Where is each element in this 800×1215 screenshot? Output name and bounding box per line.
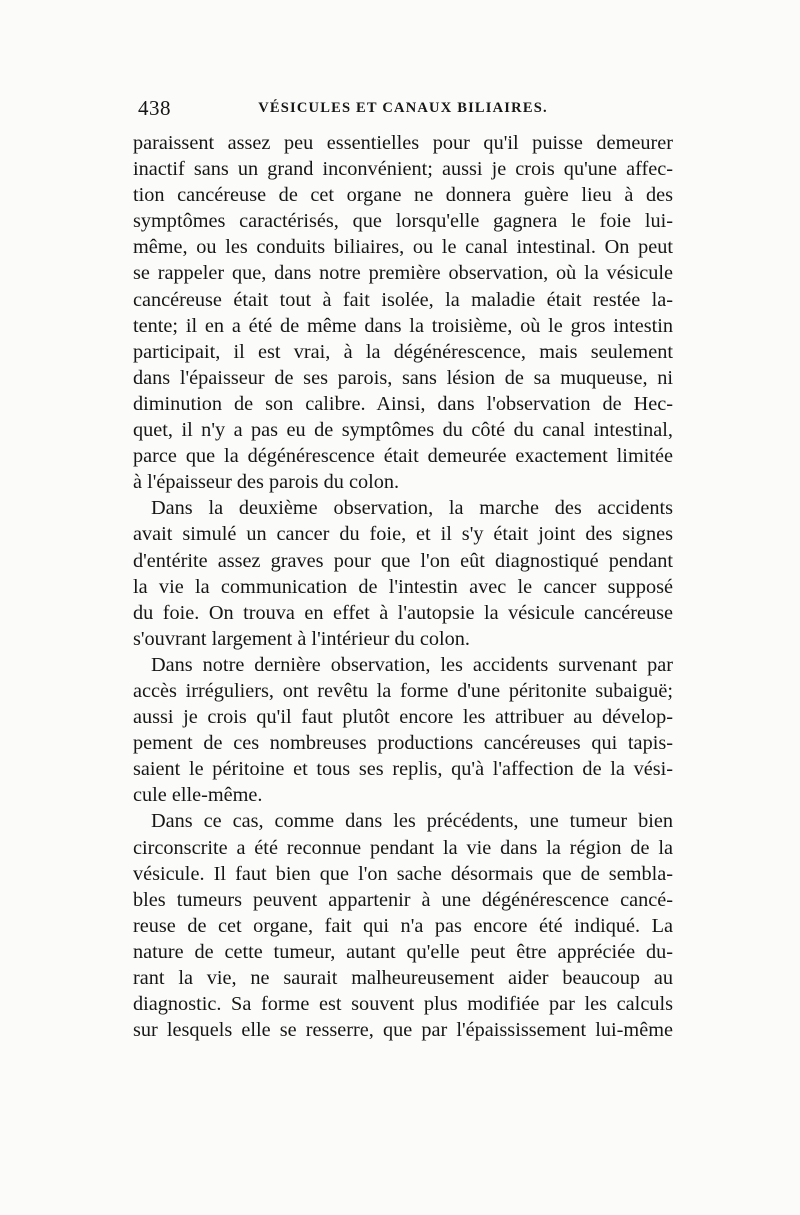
text-line: même, ou les conduits biliaires, ou le canal intestinal. On peut (133, 236, 673, 259)
page-header (138, 96, 668, 124)
text-line: d'entérite assez graves pour que l'on eût diagnostiqué pendant (133, 549, 673, 572)
text-line: quet, il n'y a pas eu de symptômes du côté du canal intestinal, (133, 419, 673, 442)
text-line: la vie la communication de l'intestin avec le cancer supposé (133, 575, 673, 598)
text-line: tente; il en a été de même dans la troisième, où le gros intestin (133, 314, 673, 337)
text-line: s'ouvrant largement à l'intérieur du colon. (133, 627, 470, 650)
text-line: saient le péritoine et tous ses replis, qu'à l'affection de la vési- (133, 758, 673, 781)
text-line: reuse de cet organe, fait qui n'a pas encore été indiqué. La (133, 914, 673, 937)
text-line: Dans notre dernière observation, les accidents survenant par (151, 653, 673, 676)
text-line: Dans la deuxième observation, la marche des accidents (151, 497, 673, 520)
page-number: 438 (138, 96, 171, 120)
body-text (133, 130, 673, 1043)
text-line: dans l'épaisseur de ses parois, sans lésion de sa muqueuse, ni (133, 366, 673, 389)
text-line: tion cancéreuse de cet organe ne donnera guère lieu à des (133, 184, 673, 207)
text-line: du foie. On trouva en effet à l'autopsie la vésicule cancéreuse (133, 601, 673, 624)
text-line: à l'épaisseur des parois du colon. (133, 471, 400, 494)
text-line: aussi je crois qu'il faut plutôt encore les attribuer au dévelop- (133, 706, 673, 729)
text-line: participait, il est vrai, à la dégénérescence, mais seulement (133, 340, 673, 363)
text-line: Dans ce cas, comme dans les précédents, une tumeur bien (151, 810, 673, 833)
text-line: rant la vie, ne saurait malheureusement aider beaucoup au (133, 967, 673, 989)
text-line: symptômes caractérisés, que lorsqu'elle gagnera le foie lui- (133, 210, 673, 233)
text-line: paraissent assez peu essentielles pour qu'il puisse demeurer (133, 132, 673, 154)
text-line: avait simulé un cancer du foie, et il s'y était joint des signes (133, 523, 673, 546)
text-line: diminution de son calibre. Ainsi, dans l'observation de Hec- (133, 392, 673, 415)
text-line: bles tumeurs peuvent appartenir à une dégénérescence cancé- (133, 888, 673, 911)
text-line: parce que la dégénérescence était demeurée exactement limitée (133, 445, 673, 468)
text-line: nature de cette tumeur, autant qu'elle peut être appréciée du- (133, 940, 673, 963)
text-line: diagnostic. Sa forme est souvent plus modifiée par les calculs (133, 993, 673, 1016)
text-line: circonscrite a été reconnue pendant la vie dans la région de la (133, 836, 673, 859)
text-line: cancéreuse était tout à fait isolée, la maladie était restée la- (133, 288, 673, 311)
text-line: pement de ces nombreuses productions cancéreuses qui tapis- (133, 732, 673, 755)
text-line: sur lesquels elle se resserre, que par l'épaississement lui-même (133, 1019, 673, 1042)
text-line: cule elle-même. (133, 784, 263, 807)
text-line: se rappeler que, dans notre première observation, où la vésicule (133, 262, 673, 285)
text-line: accès irréguliers, ont revêtu la forme d'une péritonite subaiguë; (133, 679, 673, 702)
running-title: VÉSICULES ET CANAUX BILIAIRES. (258, 100, 548, 116)
text-line: vésicule. Il faut bien que l'on sache désormais que de sembla- (133, 862, 673, 885)
text-line: inactif sans un grand inconvénient; aussi je crois qu'une affec- (133, 158, 673, 181)
